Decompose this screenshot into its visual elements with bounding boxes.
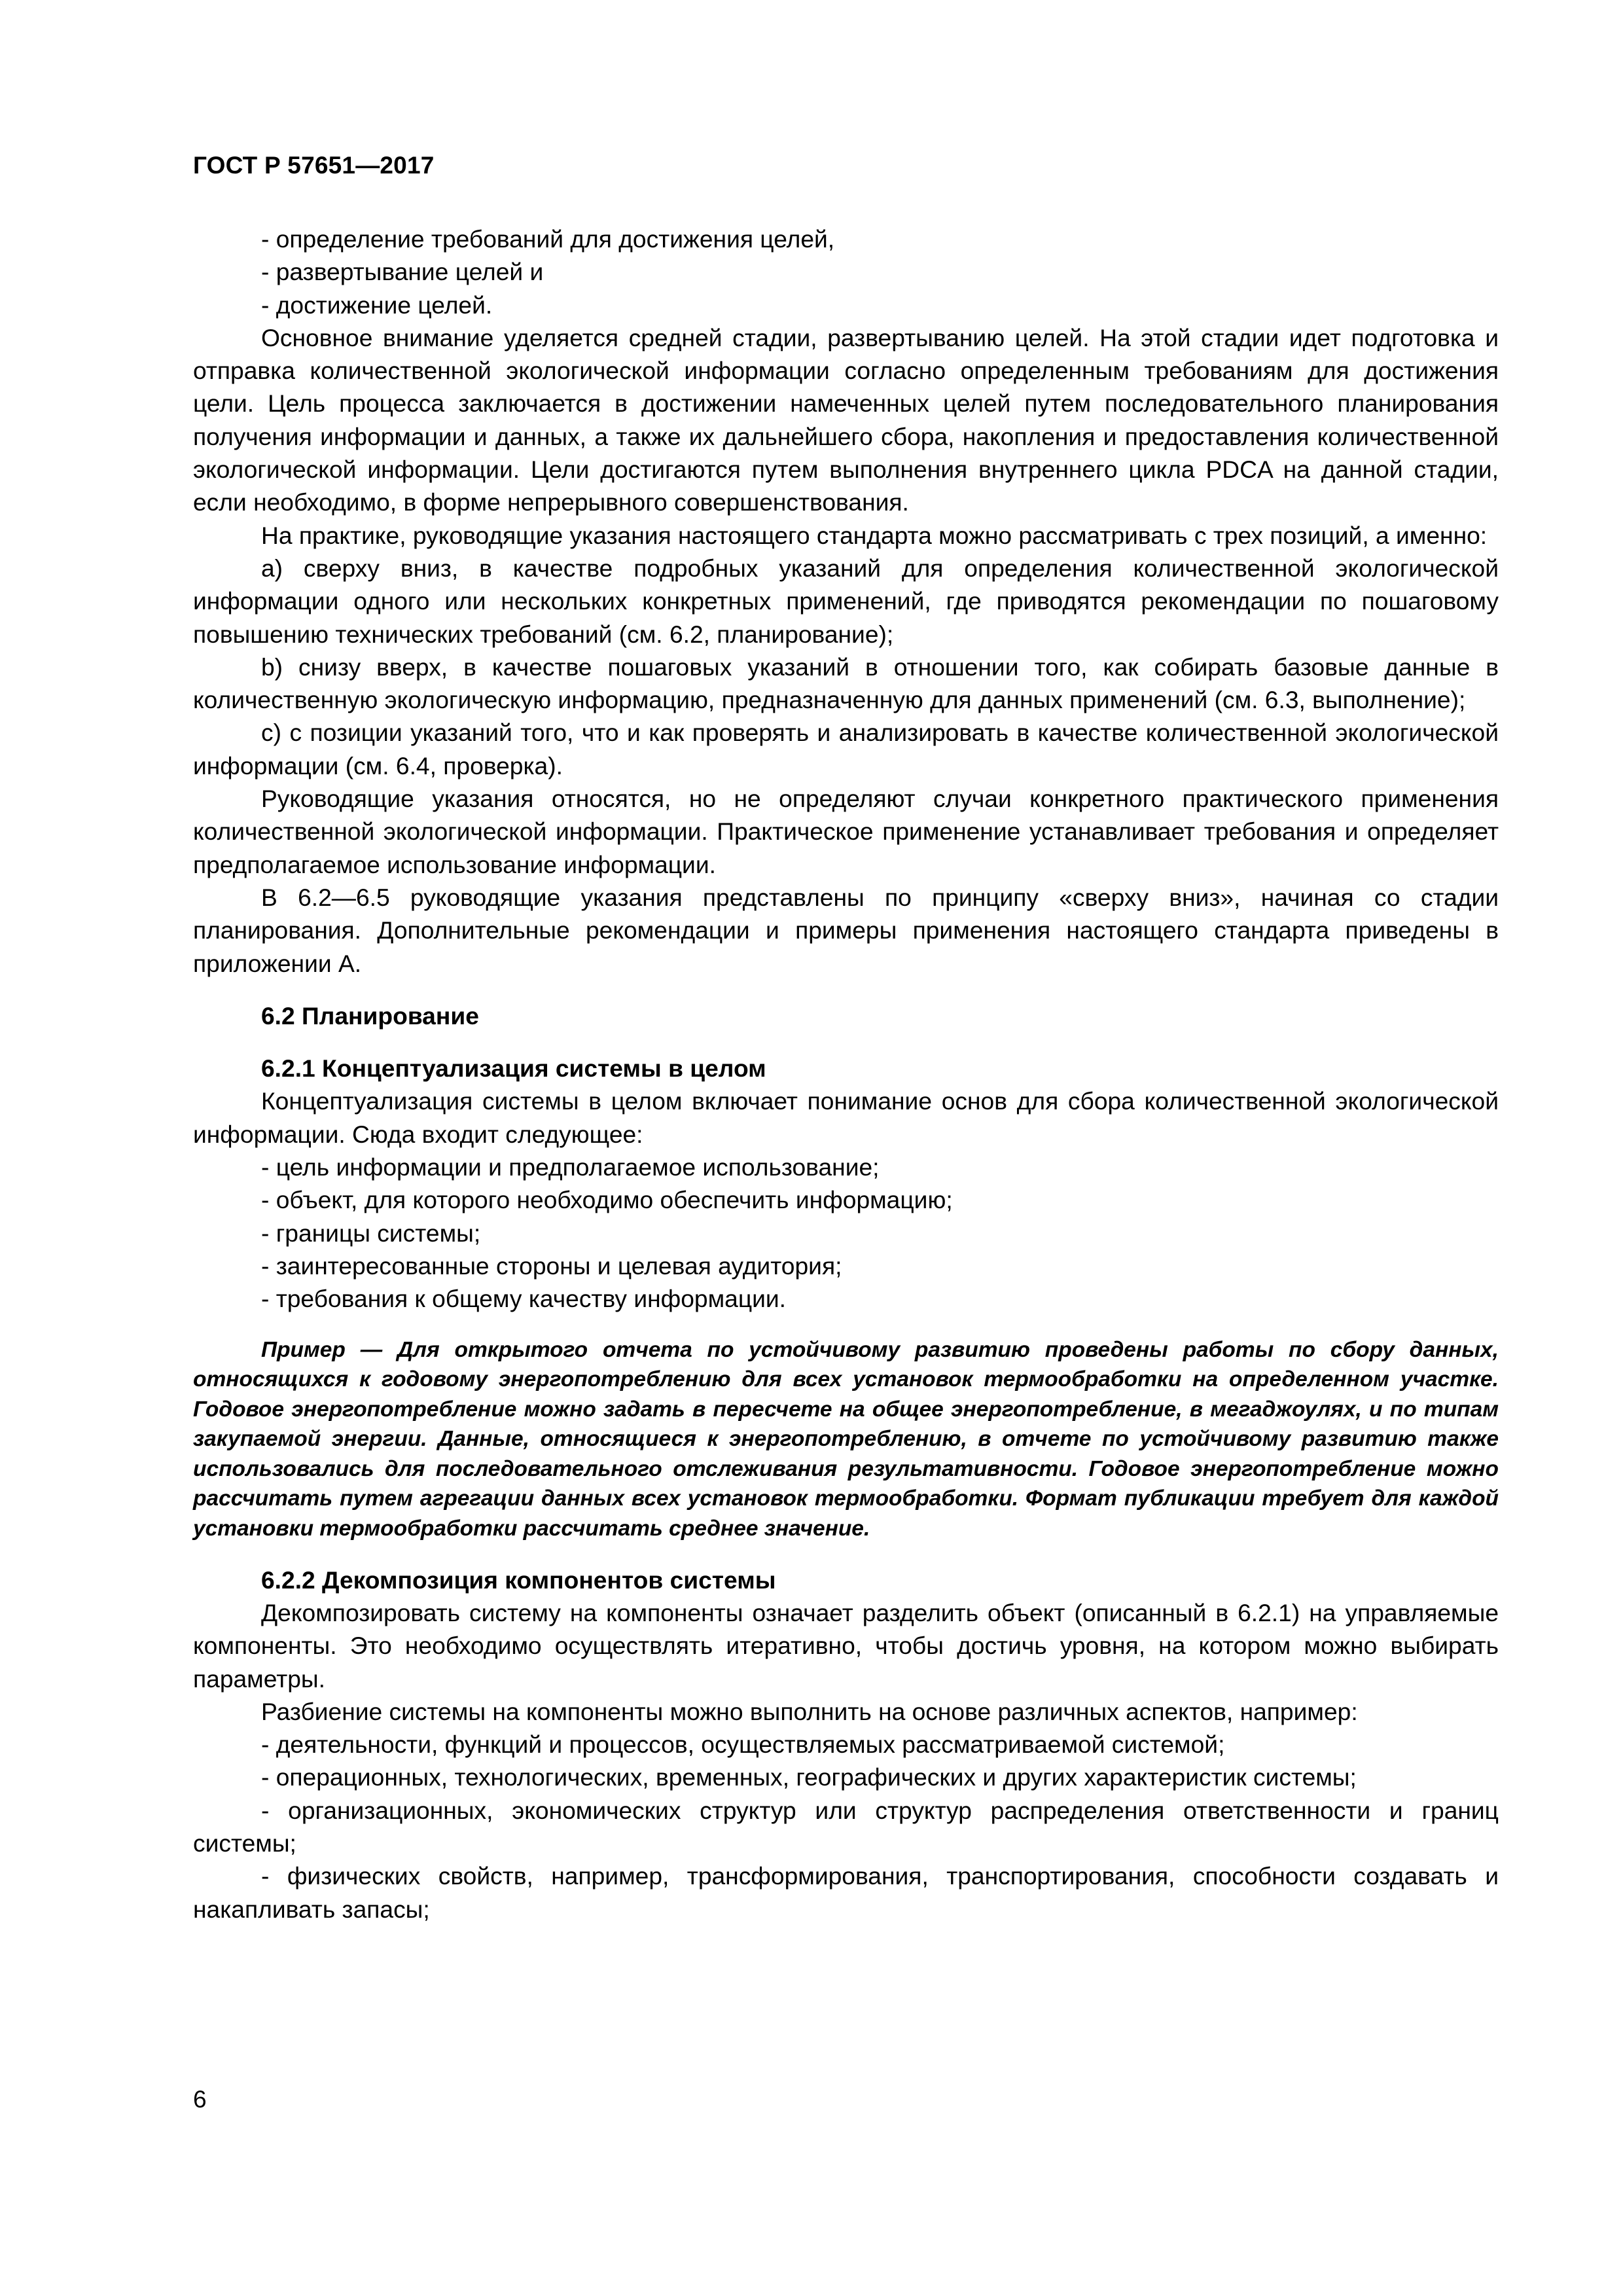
paragraph: Концептуализация системы в целом включает понимание основ для сбора количественной экологической информации. Сюда входит следующее:: [193, 1087, 1499, 1148]
list-item: - достижение целей.: [261, 291, 493, 319]
list-item: - цель информации и предполагаемое использование;: [261, 1153, 880, 1181]
paragraph: b) снизу вверх, в качестве пошаговых указаний в отношении того, как собирать базовые данные в количественную экологическую информацию, предназначенную для данных применений (см. 6.3, выполнение);: [193, 653, 1499, 714]
example-note: Пример — Для открытого отчета по устойчивому развитию проведены работы по сбору данных, относящихся к годовому энергопотреблению для всех установок термообработки на определенном участке. Годовое энергопотребление можно задать в пересчете на общее энергопотребление, в мегаджоулях, и по типам закупаемой энергии. Данные, относящиеся к энергопотреблению, в отчете по устойчивому развитию также использовались для последовательного отслеживания результативности. Годовое энергопотребление можно рассчитать путем агрегации данных всех установок термообработки. Формат публикации требует для каждой установки термообработки рассчитать среднее значение.: [193, 1337, 1499, 1541]
list-item: - операционных, технологических, временных, географических и других характеристик системы;: [261, 1763, 1357, 1791]
paragraph: c) с позиции указаний того, что и как проверять и анализировать в качестве количественной экологической информации (см. 6.4, проверка).: [193, 719, 1499, 780]
page-number: 6: [193, 2086, 207, 2113]
paragraph: Руководящие указания относятся, но не определяют случаи конкретного практического применения количественной экологической информации. Практическое применение устанавливает требования и определяет предполагаемое использование информации.: [193, 785, 1499, 878]
paragraph: Декомпозировать систему на компоненты означает разделить объект (описанный в 6.2.1) на управляемые компоненты. Это необходимо осуществлять итеративно, чтобы достичь уровня, на котором можно выбирать параметры.: [193, 1598, 1499, 1693]
section-heading: 6.2 Планирование: [261, 1001, 479, 1030]
paragraph: а) сверху вниз, в качестве подробных указаний для определения количественной экологической информации одного или нескольких конкретных применений, где приводятся рекомендации по пошаговому повышению технических требований (см. 6.2, планирование);: [193, 554, 1499, 648]
list-item: - определение требований для достижения целей,: [261, 225, 835, 253]
list-item: - деятельности, функций и процессов, осуществляемых рассматриваемой системой;: [261, 1731, 1225, 1759]
subsection-heading: 6.2.1 Концептуализация системы в целом: [261, 1054, 766, 1083]
list-item: - требования к общему качеству информации.: [261, 1285, 787, 1313]
document-body: [193, 223, 1499, 1926]
list-item: - объект, для которого необходимо обеспечить информацию;: [261, 1186, 953, 1214]
paragraph: На практике, руководящие указания настоящего стандарта можно рассматривать с трех позиций, а именно:: [261, 521, 1488, 549]
list-item: - заинтересованные стороны и целевая аудитория;: [261, 1251, 842, 1280]
paragraph: Основное внимание уделяется средней стадии, развертыванию целей. На этой стадии идет подготовка и отправка количественной экологической информации согласно определенным требованиям для достижения цели. Цель процесса заключается в достижении намеченных целей путем последовательного планирования получения информации и данных, а также их дальнейшего сбора, накопления и предоставления количественной экологической информации. Цели достигаются путем выполнения внутреннего цикла PDCA на данной стадии, если необходимо, в форме непрерывного совершенствования.: [193, 323, 1499, 516]
paragraph: В 6.2—6.5 руководящие указания представлены по принципу «сверху вниз», начиная со стадии планирования. Дополнительные рекомендации и примеры применения настоящего стандарта приведены в приложении А.: [193, 883, 1499, 977]
document-header: ГОСТ Р 57651—2017: [193, 152, 435, 179]
list-item: - организационных, экономических структур или структур распределения ответственности и границ системы;: [193, 1796, 1499, 1857]
list-item: - развертывание целей и: [261, 258, 544, 286]
list-item: - границы системы;: [261, 1219, 481, 1247]
list-item: - физических свойств, например, трансформирования, транспортирования, способности создавать и накапливать запасы;: [193, 1862, 1499, 1923]
subsection-heading: 6.2.2 Декомпозиция компонентов системы: [261, 1566, 776, 1594]
paragraph: Разбиение системы на компоненты можно выполнить на основе различных аспектов, например:: [261, 1697, 1358, 1725]
